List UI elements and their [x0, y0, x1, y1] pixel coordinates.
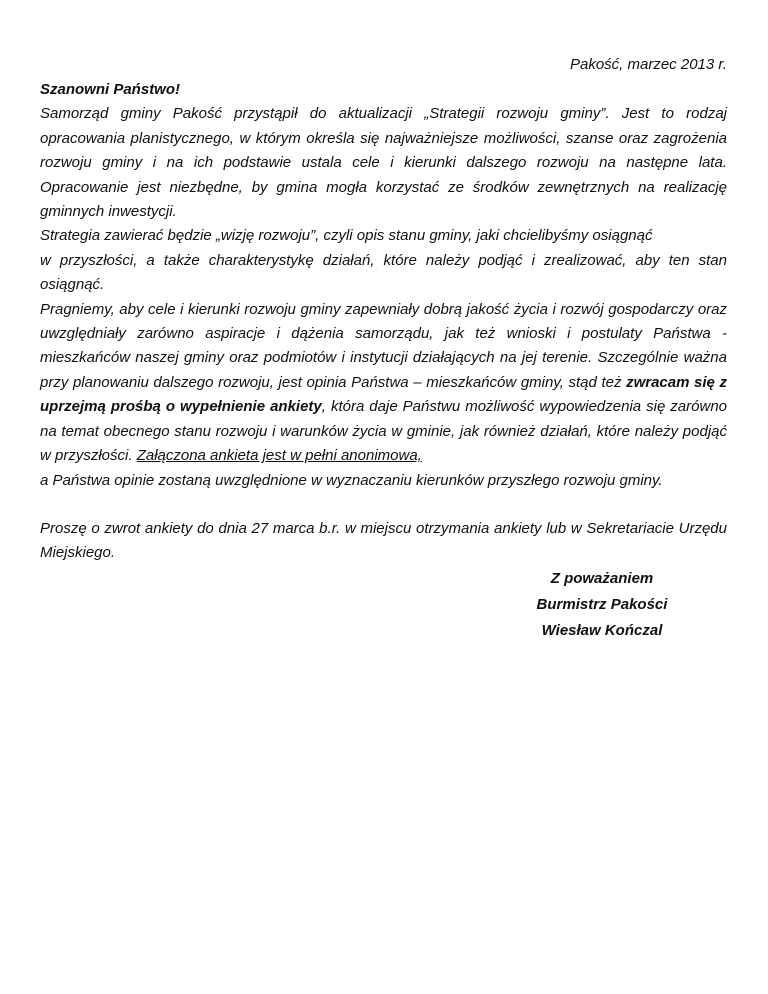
signer-name: Wiesław Kończal [541, 622, 663, 639]
paragraph-return: Proszę o zwrot ankiety do dnia 27 marca b.r. w miejscu otrzymania ankiety lub w Sekretariacie Urzędu Miejskiego. [40, 519, 727, 562]
paragraph-strategy-rest: w przyszłości, a także charakterystykę działań, które należy podjąć i zrealizować, aby ten stan osiągnąć. [40, 251, 727, 294]
signature-block [512, 566, 692, 644]
letter-page [40, 0, 727, 994]
request-text-part2: , która daje Państwu możliwość wypowiedzenia się zarówno na temat obecnego stanu rozwoju i warunków życia w gminie, jak również działań, które należy podjąć w przyszłości. [40, 398, 728, 465]
paragraph-intro: Samorząd gminy Pakość przystąpił do aktualizacji „Strategii rozwoju gminy”. Jest to rodzaj opracowania planistycznego, w którym określa się najważniejsze możliwości, szanse oraz zagrożenia rozwoju gminy i na ich podstawie ustala cele i kierunki dalszego rozwoju na następne lata. Opracowanie jest niezbędne, by gmina mogła korzystać ze środków zewnętrznych na realizację gminnych inwestycji. [40, 105, 727, 221]
letter-body [40, 78, 727, 566]
salutation: Szanowni Państwo! [40, 81, 181, 98]
signer-title: Burmistrz Pakości [536, 596, 668, 613]
paragraph-request-last-line: a Państwa opinie zostaną uwzględnione w wyznaczaniu kierunków przyszłego rozwoju gminy. [40, 471, 663, 489]
request-emphasis: zwracam się z uprzejmą prośbą o wypełnienie ankiety [40, 373, 727, 416]
date-line: Pakość, marzec 2013 r. [569, 56, 727, 73]
anonymity-note: Załączona ankieta jest w pełni anonimowa, [136, 447, 422, 465]
closing-phrase: Z poważaniem [550, 570, 654, 587]
paragraph-strategy-line1: Strategia zawierać będzie „wizję rozwoju”, czyli opis stanu gminy, jaki chcielibyśmy osiągnąć [40, 227, 653, 245]
paragraph-request [40, 298, 727, 469]
paragraph-gap [40, 493, 727, 517]
request-text-part1: Pragniemy, aby cele i kierunki rozwoju gminy zapewniały dobrą jakość życia i rozwój gospodarczy oraz uwzględniały zarówno aspiracje i dążenia samorządu, jak też wnioski i postulaty Państwa - mieszkańców naszej gminy oraz podmiotów i instytucji działających na jej terenie. Szczególnie ważna przy planowaniu dalszego rozwoju, jest opinia Państwa – mieszkańców gminy, stąd też [40, 300, 727, 391]
